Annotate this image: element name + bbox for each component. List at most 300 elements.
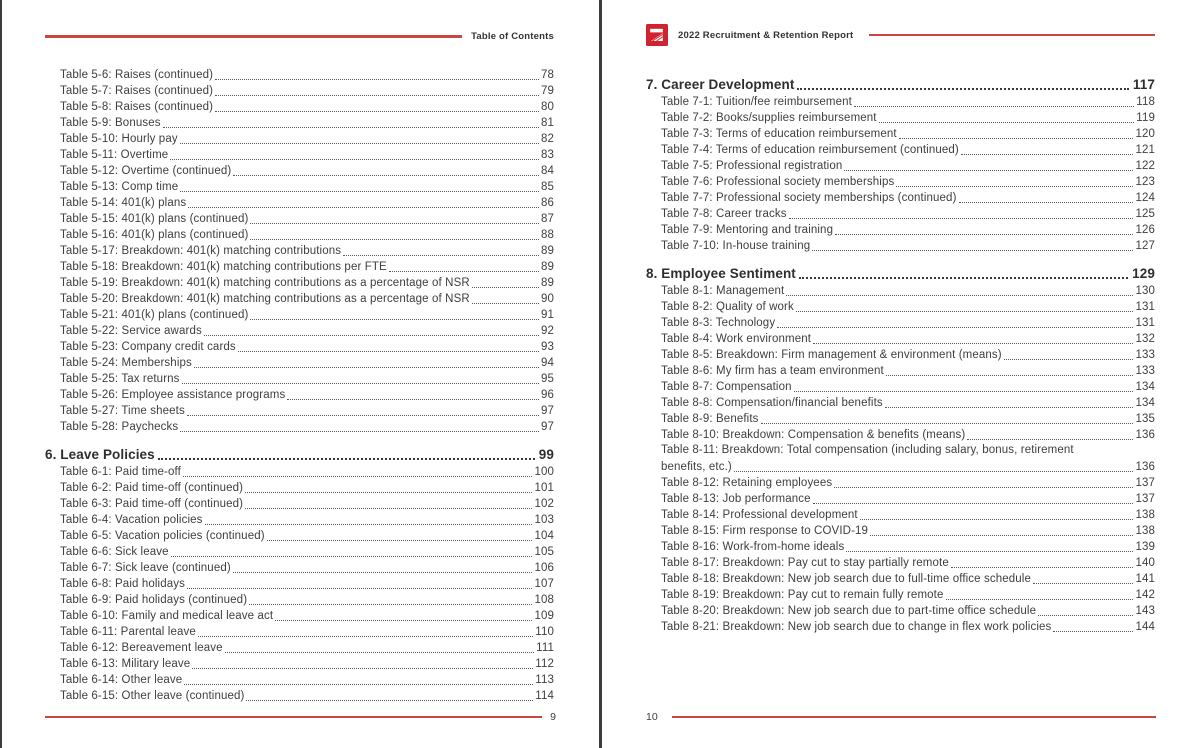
dot-leader bbox=[238, 351, 539, 352]
toc-section-title: 8. Employee Sentiment bbox=[646, 266, 796, 281]
toc-entry-page: 103 bbox=[534, 514, 554, 526]
dot-leader bbox=[215, 111, 539, 112]
toc-entry-page: 134 bbox=[1135, 397, 1155, 409]
toc-entry-page: 119 bbox=[1136, 112, 1155, 124]
toc-entry-page: 113 bbox=[535, 674, 554, 686]
toc-entry[interactable] bbox=[60, 687, 554, 703]
dot-leader bbox=[1053, 631, 1133, 632]
toc-entry[interactable] bbox=[661, 394, 1155, 410]
toc-page-right bbox=[602, 0, 1200, 748]
toc-entry[interactable] bbox=[60, 479, 554, 495]
toc-entry-page: 84 bbox=[540, 165, 554, 177]
dot-leader bbox=[180, 431, 539, 432]
toc-entry-label: Table 7-3: Terms of education reimbursement bbox=[661, 128, 897, 140]
toc-entry-label: Table 7-7: Professional society memberships (continued) bbox=[661, 192, 957, 204]
dot-leader bbox=[799, 277, 1128, 279]
toc-section-heading[interactable] bbox=[646, 260, 1155, 282]
toc-section-heading[interactable] bbox=[45, 441, 554, 463]
dot-leader bbox=[813, 343, 1133, 344]
toc-entry[interactable] bbox=[661, 378, 1155, 394]
toc-entry[interactable] bbox=[60, 146, 554, 162]
toc-entry-label: Table 7-9: Mentoring and training bbox=[661, 224, 834, 236]
toc-section-page: 99 bbox=[538, 447, 554, 462]
toc-entry-page: 137 bbox=[1135, 477, 1155, 489]
dot-leader bbox=[389, 271, 539, 272]
toc-entry-label: Table 5-7: Raises (continued) bbox=[60, 85, 214, 97]
toc-entry-page: 142 bbox=[1135, 589, 1155, 601]
toc-entry-page: 80 bbox=[540, 101, 554, 113]
toc-entry[interactable] bbox=[60, 162, 554, 178]
toc-entry-label: Table 8-13: Job performance bbox=[661, 493, 811, 505]
toc-entry-page: 114 bbox=[535, 690, 554, 702]
toc-entry-label: Table 6-14: Other leave bbox=[60, 674, 183, 686]
toc-entry[interactable] bbox=[661, 522, 1155, 538]
toc-entry-label: Table 5-24: Memberships bbox=[60, 357, 192, 369]
toc-entry-page: 133 bbox=[1135, 365, 1155, 377]
toc-entry[interactable] bbox=[661, 506, 1155, 522]
toc-entry-page: 132 bbox=[1135, 333, 1155, 345]
toc-entry-page: 89 bbox=[540, 277, 554, 289]
toc-entry-page: 97 bbox=[540, 405, 554, 417]
toc-entry-page: 118 bbox=[1136, 96, 1155, 108]
toc-entry[interactable] bbox=[60, 322, 554, 338]
toc-entry[interactable] bbox=[60, 82, 554, 98]
toc-entry-page: 131 bbox=[1135, 317, 1155, 329]
dot-leader bbox=[182, 383, 539, 384]
dot-leader bbox=[158, 458, 535, 460]
toc-entry[interactable] bbox=[60, 607, 554, 623]
toc-entry-page: 108 bbox=[534, 594, 554, 606]
toc-entry[interactable] bbox=[60, 338, 554, 354]
toc-entry-page: 125 bbox=[1135, 208, 1155, 220]
toc-entry-page: 92 bbox=[540, 325, 554, 337]
toc-entry-label: Table 8-5: Breakdown: Firm management & environment (means) bbox=[661, 349, 1002, 361]
dot-leader bbox=[844, 170, 1133, 171]
toc-entry-page: 138 bbox=[1135, 525, 1155, 537]
toc-entry-page: 120 bbox=[1135, 128, 1155, 140]
toc-entry-label: Table 5-28: Paychecks bbox=[60, 421, 179, 433]
toc-entry-page: 139 bbox=[1135, 541, 1155, 553]
dot-leader bbox=[860, 519, 1134, 520]
toc-entry-label: Table 5-22: Service awards bbox=[60, 325, 202, 337]
toc-entry-label: Table 8-10: Breakdown: Compensation & benefits (means) bbox=[661, 429, 966, 441]
toc-entry[interactable] bbox=[60, 66, 554, 82]
toc-entry-label: Table 8-11: Breakdown: Total compensation (including salary, bonus, retirement bbox=[661, 444, 1074, 456]
toc-entry[interactable] bbox=[60, 418, 554, 434]
dot-leader bbox=[188, 207, 539, 208]
toc-entry-page: 124 bbox=[1135, 192, 1155, 204]
toc-entry[interactable] bbox=[60, 274, 554, 290]
dot-leader bbox=[170, 159, 539, 160]
dot-leader bbox=[245, 492, 532, 493]
toc-entry-label: Table 8-18: Breakdown: New job search due to full-time office schedule bbox=[661, 573, 1031, 585]
dot-leader bbox=[183, 476, 533, 477]
footer-rule bbox=[45, 716, 542, 718]
dot-leader bbox=[204, 335, 539, 336]
dot-leader bbox=[194, 367, 539, 368]
toc-entry[interactable] bbox=[661, 157, 1155, 173]
toc-entry-page: 89 bbox=[540, 245, 554, 257]
toc-entry[interactable] bbox=[661, 442, 1155, 474]
toc-entry[interactable] bbox=[60, 130, 554, 146]
toc-entry[interactable] bbox=[661, 570, 1155, 586]
dot-leader bbox=[896, 186, 1133, 187]
toc-entry-page: 88 bbox=[540, 229, 554, 241]
toc-entry[interactable] bbox=[60, 242, 554, 258]
dot-leader bbox=[192, 668, 533, 669]
toc-page-left bbox=[2, 0, 599, 748]
toc-entry-page: 111 bbox=[536, 642, 554, 654]
toc-entry[interactable] bbox=[60, 290, 554, 306]
dot-leader bbox=[472, 303, 539, 304]
dot-leader bbox=[1033, 583, 1133, 584]
toc-entry-label: Table 8-19: Breakdown: Pay cut to remain fully remote bbox=[661, 589, 944, 601]
toc-entry[interactable] bbox=[60, 495, 554, 511]
toc-entry-label: Table 5-26: Employee assistance programs bbox=[60, 389, 286, 401]
toc-entry-label: Table 5-15: 401(k) plans (continued) bbox=[60, 213, 249, 225]
dot-leader bbox=[899, 138, 1134, 139]
toc-entry-label: Table 5-14: 401(k) plans bbox=[60, 197, 187, 209]
toc-entry-page: 87 bbox=[540, 213, 554, 225]
toc-entry-label-continued: benefits, etc.) bbox=[661, 461, 732, 473]
toc-entry[interactable] bbox=[661, 602, 1155, 618]
dot-leader bbox=[812, 250, 1133, 251]
toc-entry-label: Table 8-17: Breakdown: Pay cut to stay partially remote bbox=[661, 557, 949, 569]
toc-entry[interactable] bbox=[661, 141, 1155, 157]
toc-entry-line2 bbox=[661, 458, 1155, 474]
toc-entry-page: 112 bbox=[535, 658, 554, 670]
page-number: 10 bbox=[646, 711, 658, 723]
toc-entry-page: 106 bbox=[534, 562, 554, 574]
page-number: 9 bbox=[550, 711, 556, 723]
toc-entry[interactable] bbox=[60, 671, 554, 687]
toc-entry-page: 140 bbox=[1135, 557, 1155, 569]
toc-entry-page: 110 bbox=[535, 626, 554, 638]
toc-entry[interactable] bbox=[661, 490, 1155, 506]
dot-leader bbox=[472, 287, 539, 288]
toc-entry-page: 109 bbox=[534, 610, 554, 622]
toc-entry[interactable] bbox=[661, 298, 1155, 314]
toc-entry[interactable] bbox=[60, 370, 554, 386]
toc-entry[interactable] bbox=[661, 330, 1155, 346]
toc-entry[interactable] bbox=[60, 559, 554, 575]
toc-entry[interactable] bbox=[60, 463, 554, 479]
toc-entry-page: 134 bbox=[1135, 381, 1155, 393]
toc-entry-label: Table 8-9: Benefits bbox=[661, 413, 759, 425]
toc-entry[interactable] bbox=[661, 125, 1155, 141]
toc-entry-page: 123 bbox=[1135, 176, 1155, 188]
toc-entry-label: Table 8-21: Breakdown: New job search due to change in flex work policies bbox=[661, 621, 1052, 633]
toc-entry-page: 97 bbox=[540, 421, 554, 433]
toc-main-right bbox=[646, 64, 1155, 634]
toc-entry-page: 104 bbox=[534, 530, 554, 542]
dot-leader bbox=[961, 154, 1134, 155]
toc-entry[interactable] bbox=[60, 511, 554, 527]
toc-entry-label: Table 6-12: Bereavement leave bbox=[60, 642, 223, 654]
toc-entry-page: 122 bbox=[1135, 160, 1155, 172]
dot-leader bbox=[343, 255, 539, 256]
toc-entry-page: 82 bbox=[540, 133, 554, 145]
toc-entry-label: Table 8-20: Breakdown: New job search due to part-time office schedule bbox=[661, 605, 1037, 617]
dot-leader bbox=[249, 604, 532, 605]
toc-entry-label: Table 5-13: Comp time bbox=[60, 181, 179, 193]
toc-entry-label: Table 5-11: Overtime bbox=[60, 149, 169, 161]
toc-entry-label: Table 8-14: Professional development bbox=[661, 509, 858, 521]
toc-entry-label: Table 8-16: Work-from-home ideals bbox=[661, 541, 845, 553]
toc-section-title: 7. Career Development bbox=[646, 77, 795, 92]
toc-entry[interactable] bbox=[661, 93, 1155, 109]
toc-entry-page: 96 bbox=[540, 389, 554, 401]
toc-entry[interactable] bbox=[60, 575, 554, 591]
dot-leader bbox=[180, 191, 539, 192]
toc-entry[interactable] bbox=[60, 226, 554, 242]
toc-entry-label: Table 5-8: Raises (continued) bbox=[60, 101, 214, 113]
dot-leader bbox=[250, 223, 539, 224]
dot-leader bbox=[870, 535, 1133, 536]
dot-leader bbox=[794, 391, 1134, 392]
header-rule bbox=[869, 34, 1155, 37]
toc-entry-page: 85 bbox=[540, 181, 554, 193]
toc-entry-label: Table 5-23: Company credit cards bbox=[60, 341, 236, 353]
toc-entry-page: 93 bbox=[540, 341, 554, 353]
footer-rule bbox=[672, 716, 1156, 718]
dot-leader bbox=[879, 122, 1135, 123]
toc-entry-label: Table 5-25: Tax returns bbox=[60, 373, 180, 385]
toc-entry-label: Table 5-10: Hourly pay bbox=[60, 133, 178, 145]
toc-entry[interactable] bbox=[60, 655, 554, 671]
toc-entry-label: Table 6-6: Sick leave bbox=[60, 546, 169, 558]
dot-leader bbox=[215, 79, 539, 80]
toc-entry-page: 127 bbox=[1135, 240, 1155, 252]
toc-entry[interactable] bbox=[60, 194, 554, 210]
toc-section-page: 129 bbox=[1132, 266, 1155, 281]
toc-entry-label: Table 6-15: Other leave (continued) bbox=[60, 690, 245, 702]
toc-entry-label: Table 6-8: Paid holidays bbox=[60, 578, 185, 590]
toc-entry-label: Table 5-16: 401(k) plans (continued) bbox=[60, 229, 249, 241]
toc-entry-label: Table 5-20: Breakdown: 401(k) matching contributions as a percentage of NSR bbox=[60, 293, 470, 305]
toc-entry-label: Table 5-12: Overtime (continued) bbox=[60, 165, 232, 177]
dot-leader bbox=[215, 95, 539, 96]
toc-entry-label: Table 7-8: Career tracks bbox=[661, 208, 787, 220]
dot-leader bbox=[198, 636, 533, 637]
page-header-right bbox=[646, 24, 1155, 46]
toc-entry-page: 79 bbox=[540, 85, 554, 97]
toc-entry-label: Table 5-21: 401(k) plans (continued) bbox=[60, 309, 249, 321]
toc-entry-label: Table 8-7: Compensation bbox=[661, 381, 792, 393]
toc-entry-page: 136 bbox=[1135, 429, 1155, 441]
toc-entry[interactable] bbox=[661, 538, 1155, 554]
toc-entry[interactable] bbox=[661, 109, 1155, 125]
toc-entry[interactable] bbox=[60, 178, 554, 194]
toc-entry-page: 137 bbox=[1135, 493, 1155, 505]
dot-leader bbox=[180, 143, 539, 144]
toc-entry[interactable] bbox=[661, 410, 1155, 426]
dot-leader bbox=[946, 599, 1134, 600]
toc-entry-label: Table 5-27: Time sheets bbox=[60, 405, 185, 417]
toc-entry-label: Table 5-6: Raises (continued) bbox=[60, 69, 214, 81]
dot-leader bbox=[789, 218, 1134, 219]
dot-leader bbox=[796, 311, 1134, 312]
toc-entry[interactable] bbox=[60, 543, 554, 559]
toc-entry-label: Table 6-9: Paid holidays (continued) bbox=[60, 594, 248, 606]
dot-leader bbox=[1004, 359, 1134, 360]
toc-entry-page: 86 bbox=[540, 197, 554, 209]
dot-leader bbox=[786, 295, 1133, 296]
toc-entry[interactable] bbox=[661, 362, 1155, 378]
toc-entry-label: Table 8-8: Compensation/financial benefits bbox=[661, 397, 883, 409]
toc-entry-page: 126 bbox=[1135, 224, 1155, 236]
dot-leader bbox=[734, 471, 1134, 472]
toc-entry-page: 102 bbox=[534, 498, 554, 510]
dot-leader bbox=[163, 127, 539, 128]
toc-section-page: 117 bbox=[1132, 77, 1155, 92]
toc-entry[interactable] bbox=[60, 527, 554, 543]
toc-entry-page: 136 bbox=[1135, 461, 1155, 473]
toc-entry[interactable] bbox=[661, 426, 1155, 442]
toc-entry-page: 135 bbox=[1135, 413, 1155, 425]
toc-entry[interactable] bbox=[60, 210, 554, 226]
toc-entry-label: Table 7-2: Books/supplies reimbursement bbox=[661, 112, 877, 124]
dot-leader bbox=[187, 415, 539, 416]
toc-entry[interactable] bbox=[661, 314, 1155, 330]
toc-entry-page: 94 bbox=[540, 357, 554, 369]
toc-entry[interactable] bbox=[661, 173, 1155, 189]
toc-entry-label: Table 5-9: Bonuses bbox=[60, 117, 161, 129]
dot-leader bbox=[761, 423, 1134, 424]
toc-entry-label: Table 8-3: Technology bbox=[661, 317, 776, 329]
toc-entry[interactable] bbox=[60, 386, 554, 402]
dot-leader bbox=[846, 551, 1133, 552]
toc-entry-label: Table 8-15: Firm response to COVID-19 bbox=[661, 525, 869, 537]
dot-leader bbox=[171, 556, 533, 557]
toc-entry-label: Table 5-19: Breakdown: 401(k) matching contributions as a percentage of NSR bbox=[60, 277, 470, 289]
toc-entry-label: Table 6-3: Paid time-off (continued) bbox=[60, 498, 244, 510]
toc-entry[interactable] bbox=[60, 114, 554, 130]
toc-entry-label: Table 7-6: Professional society memberships bbox=[661, 176, 895, 188]
toc-entry-page: 143 bbox=[1135, 605, 1155, 617]
page-footer-left bbox=[45, 712, 556, 722]
dot-leader bbox=[854, 106, 1134, 107]
dot-leader bbox=[246, 700, 533, 701]
toc-entry[interactable] bbox=[661, 205, 1155, 221]
toc-entry[interactable] bbox=[60, 591, 554, 607]
toc-entry[interactable] bbox=[60, 306, 554, 322]
dot-leader bbox=[835, 234, 1133, 235]
dot-leader bbox=[951, 567, 1134, 568]
dot-leader bbox=[245, 508, 532, 509]
toc-entry-label: Table 6-5: Vacation policies (continued) bbox=[60, 530, 265, 542]
dot-leader bbox=[187, 588, 532, 589]
toc-entry-label: Table 8-6: My firm has a team environment bbox=[661, 365, 884, 377]
toc-section-heading[interactable] bbox=[646, 71, 1155, 93]
page-header-left bbox=[45, 31, 554, 42]
toc-entry-page: 78 bbox=[540, 69, 554, 81]
toc-entry-page: 141 bbox=[1135, 573, 1155, 585]
dot-leader bbox=[267, 540, 533, 541]
dot-leader bbox=[777, 327, 1133, 328]
toc-entry-page: 121 bbox=[1135, 144, 1155, 156]
toc-entry-page: 144 bbox=[1135, 621, 1155, 633]
toc-entry[interactable] bbox=[661, 618, 1155, 634]
dot-leader bbox=[250, 239, 539, 240]
toc-entry-label: Table 7-1: Tuition/fee reimbursement bbox=[661, 96, 852, 108]
toc-entry-label: Table 7-10: In-house training bbox=[661, 240, 811, 252]
dot-leader bbox=[885, 407, 1134, 408]
toc-entry-label: Table 5-18: Breakdown: 401(k) matching contributions per FTE bbox=[60, 261, 387, 273]
dot-leader bbox=[813, 503, 1134, 504]
toc-entry-page: 100 bbox=[534, 466, 554, 478]
toc-entry-label: Table 8-4: Work environment bbox=[661, 333, 812, 345]
toc-entry[interactable] bbox=[60, 402, 554, 418]
toc-entry-label: Table 5-17: Breakdown: 401(k) matching contributions bbox=[60, 245, 342, 257]
dot-leader bbox=[275, 620, 532, 621]
dot-leader bbox=[205, 524, 533, 525]
toc-entry-label: Table 6-2: Paid time-off (continued) bbox=[60, 482, 244, 494]
header-title: 2022 Recruitment & Retention Report bbox=[678, 29, 854, 41]
toc-entry-page: 90 bbox=[540, 293, 554, 305]
dot-leader bbox=[184, 684, 533, 685]
toc-section-title: 6. Leave Policies bbox=[45, 447, 155, 462]
toc-entry-label: Table 6-4: Vacation policies bbox=[60, 514, 203, 526]
toc-entry-page: 91 bbox=[540, 309, 554, 321]
dot-leader bbox=[233, 572, 533, 573]
toc-entry-page: 89 bbox=[540, 261, 554, 273]
dot-leader bbox=[886, 375, 1134, 376]
toc-entry-page: 95 bbox=[540, 373, 554, 385]
toc-entry[interactable] bbox=[60, 354, 554, 370]
toc-entry-page: 81 bbox=[540, 117, 554, 129]
dot-leader bbox=[225, 652, 534, 653]
toc-entry[interactable] bbox=[60, 258, 554, 274]
dot-leader bbox=[797, 88, 1128, 90]
toc-entry[interactable] bbox=[661, 221, 1155, 237]
dot-leader bbox=[967, 439, 1133, 440]
toc-entry-page: 133 bbox=[1135, 349, 1155, 361]
page-footer-right bbox=[646, 712, 1156, 722]
toc-entry-page: 107 bbox=[534, 578, 554, 590]
toc-entry-label: Table 6-11: Parental leave bbox=[60, 626, 196, 638]
toc-entry[interactable] bbox=[661, 586, 1155, 602]
dot-leader bbox=[834, 487, 1133, 488]
dot-leader bbox=[250, 319, 539, 320]
toc-entry-label: Table 6-7: Sick leave (continued) bbox=[60, 562, 231, 574]
toc-entry[interactable] bbox=[661, 554, 1155, 570]
toc-entry[interactable] bbox=[661, 474, 1155, 490]
toc-entry[interactable] bbox=[661, 282, 1155, 298]
toc-entry[interactable] bbox=[60, 98, 554, 114]
toc-entry[interactable] bbox=[661, 237, 1155, 253]
toc-entry-page: 105 bbox=[534, 546, 554, 558]
dot-leader bbox=[959, 202, 1134, 203]
toc-entry-label: Table 8-1: Management bbox=[661, 285, 785, 297]
toc-entry[interactable] bbox=[661, 189, 1155, 205]
toc-entry[interactable] bbox=[60, 623, 554, 639]
dot-leader bbox=[287, 399, 539, 400]
toc-entry-label: Table 6-10: Family and medical leave act bbox=[60, 610, 274, 622]
toc-main-left bbox=[45, 66, 554, 703]
toc-entry-label: Table 7-5: Professional registration bbox=[661, 160, 843, 172]
header-rule bbox=[45, 35, 462, 38]
dot-leader bbox=[233, 175, 539, 176]
toc-entry-label: Table 8-2: Quality of work bbox=[661, 301, 794, 313]
toc-entry-label: Table 7-4: Terms of education reimbursement (continued) bbox=[661, 144, 959, 156]
toc-entry-label: Table 8-12: Retaining employees bbox=[661, 477, 833, 489]
toc-entry-page: 130 bbox=[1135, 285, 1155, 297]
toc-entry[interactable] bbox=[661, 346, 1155, 362]
toc-entry-page: 131 bbox=[1135, 301, 1155, 313]
toc-entry[interactable] bbox=[60, 639, 554, 655]
toc-entry-label: Table 6-1: Paid time-off bbox=[60, 466, 181, 478]
